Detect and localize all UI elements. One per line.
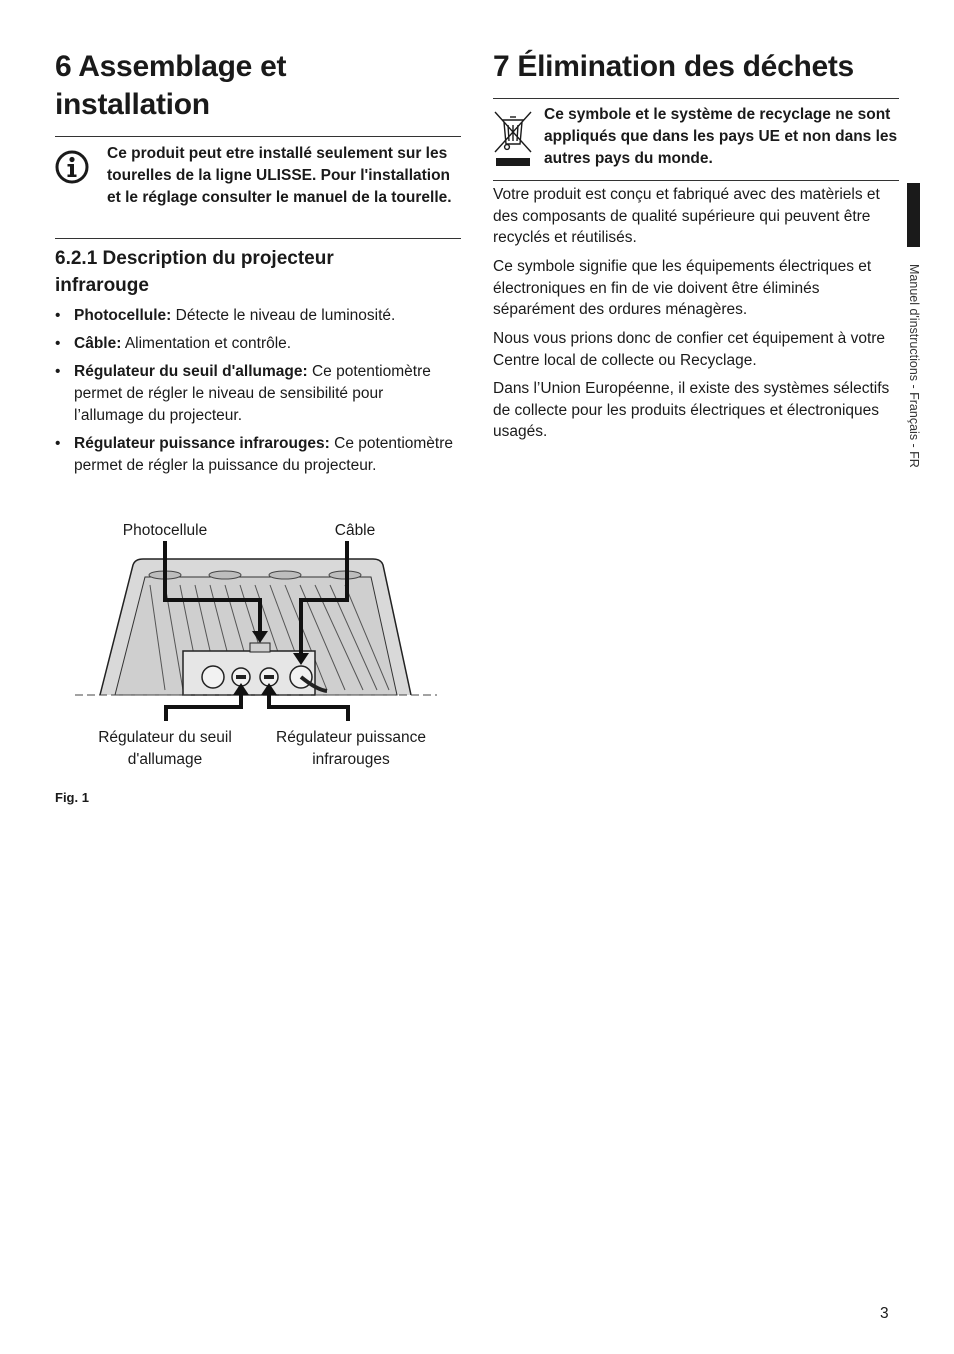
item-term: Régulateur puissance infrarouges: bbox=[74, 435, 330, 452]
section-6-title bbox=[55, 48, 475, 124]
bullet-dot: • bbox=[55, 363, 61, 380]
item-text: Ce potentiomètre permet de régler la puissance du projecteur. bbox=[74, 435, 454, 474]
crossed-out-wheelie-bin-icon bbox=[492, 108, 534, 168]
side-tab-marker bbox=[907, 183, 920, 247]
label-threshold-line2: d'allumage bbox=[127, 751, 203, 768]
label-power-line2: infrarouges bbox=[312, 751, 390, 768]
label-power-line1: Régulateur puissance bbox=[276, 729, 426, 746]
installation-note: Ce produit peut etre installé seulement sur les tourelles de la ligne ULISSE. Pour l'installation et le réglage consulter le manuel de la tourelle. bbox=[107, 145, 452, 206]
item-text: Ce potentiomètre permet de régler le niveau de sensibilité pour l’allumage du projecteur. bbox=[74, 363, 431, 424]
divider bbox=[55, 238, 461, 239]
section-7-title: 7 Élimination des déchets bbox=[493, 50, 854, 83]
divider bbox=[493, 98, 899, 99]
side-label-text: Manuel d'instructions - Français - FR bbox=[907, 264, 921, 468]
label-threshold-line1: Régulateur du seuil bbox=[98, 729, 232, 746]
item-text: Détecte le niveau de luminosité. bbox=[171, 307, 396, 324]
page-number: 3 bbox=[880, 1305, 889, 1322]
label-threshold-regulator bbox=[85, 727, 245, 771]
item-text: Alimentation et contrôle. bbox=[121, 335, 292, 352]
list-item bbox=[55, 361, 455, 427]
subsection-title-line1: 6.2.1 Description du projecteur bbox=[55, 248, 334, 269]
paragraph: Nous vous prions donc de confier cet équipement à votre Centre local de collecte ou Recyclage. bbox=[493, 330, 886, 369]
section-6-title-line1: 6 Assemblage et bbox=[55, 50, 287, 83]
recycling-note: Ce symbole et le système de recyclage ne sont appliqués que dans les pays UE et non dans les autres pays du monde. bbox=[544, 106, 898, 167]
label-power-regulator bbox=[261, 727, 441, 771]
subsection-title-line2: infrarouge bbox=[55, 275, 149, 296]
list-item bbox=[55, 433, 455, 477]
item-term: Photocellule: bbox=[74, 307, 172, 324]
list-item bbox=[55, 305, 455, 327]
label-photocell: Photocellule bbox=[122, 522, 208, 539]
component-list bbox=[55, 305, 455, 483]
item-term: Câble: bbox=[74, 335, 122, 352]
figure-1 bbox=[55, 515, 455, 785]
bullet-dot: • bbox=[55, 435, 61, 452]
info-icon bbox=[55, 150, 89, 184]
paragraph: Dans l’Union Européenne, il existe des systèmes sélectifs de collecte pour les produits électriques et électroniques usagés. bbox=[493, 380, 890, 440]
figure-caption: Fig. 1 bbox=[55, 790, 89, 805]
bullet-dot: • bbox=[55, 335, 61, 352]
label-cable: Câble bbox=[334, 522, 376, 539]
list-item bbox=[55, 333, 455, 355]
side-label bbox=[905, 264, 923, 504]
divider bbox=[55, 136, 461, 137]
divider bbox=[493, 180, 899, 181]
subsection-title bbox=[55, 245, 435, 299]
paragraph: Votre produit est conçu et fabriqué avec des matèriels et des composants de qualité supérieure qui peuvent être recyclés et réutilisés. bbox=[493, 186, 880, 246]
paragraph: Ce symbole signifie que les équipements électriques et électroniques en fin de vie doivent être éliminés séparément des ordures ménagères. bbox=[493, 258, 872, 318]
section-6-title-line2: installation bbox=[55, 88, 210, 121]
bullet-dot: • bbox=[55, 307, 61, 324]
item-term: Régulateur du seuil d'allumage: bbox=[74, 363, 308, 380]
